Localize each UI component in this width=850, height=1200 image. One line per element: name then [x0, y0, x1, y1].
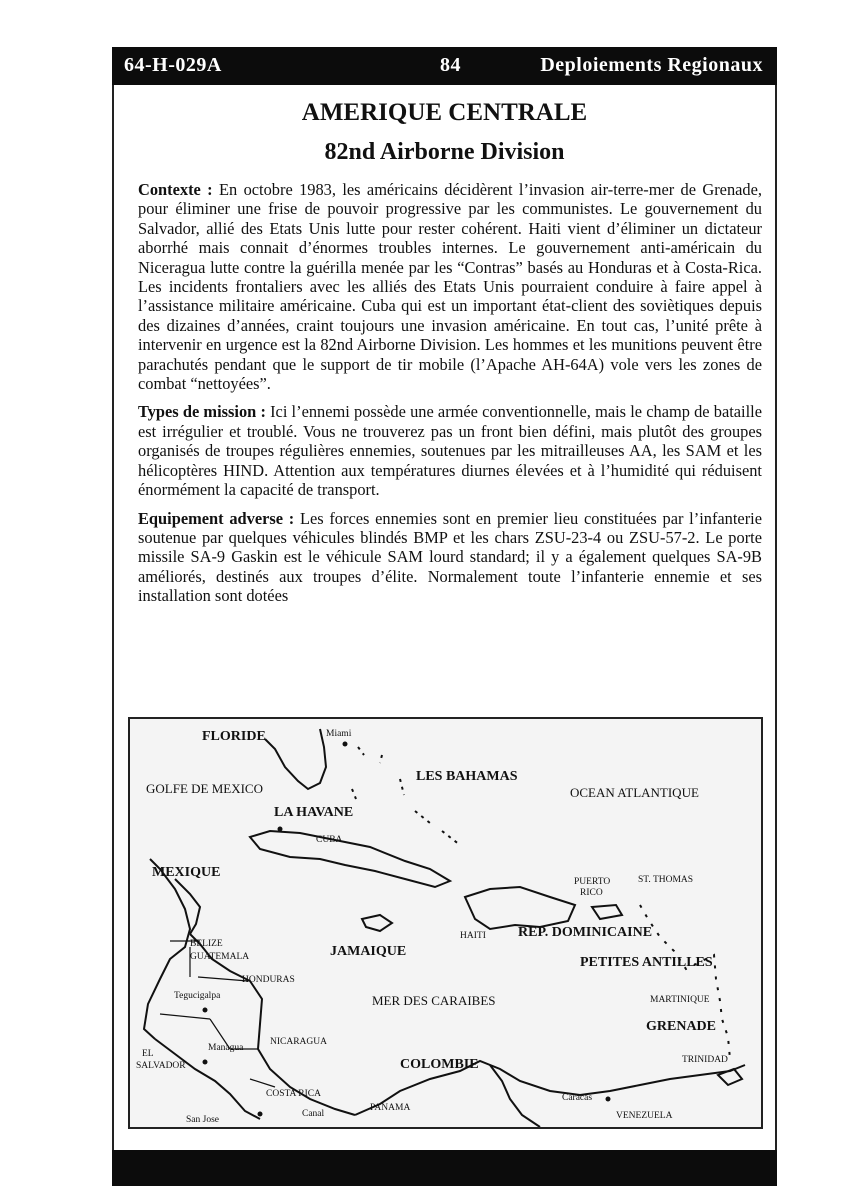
map-label-panama: PANAMA	[370, 1103, 411, 1113]
map-label-havane: LA HAVANE	[274, 805, 354, 820]
map-label-mer-caraibes: MER DES CARAIBES	[372, 993, 496, 1008]
paragraph-text: En octobre 1983, les américains décidèrent l’invasion air-terre-mer de Grenade, pour éliminer une frise de pouvoir progressive par les communistes. Le gouvernement du Salvador, allié des Etats Unis lutte pour rester cohérent. Haiti vient d’éliminer un dictateur aborrhé mais connait d’énormes troubles internes. Le gouvernement anti-américain du Niceragua lutte contre la guérilla menée par les “Contras” basés au Honduras et à Costa-Rica. Les incidents frontaliers avec les alliés des Etats Unis pourraient conduire à faire appel à l’assistance militaire américaine. Cuba qui est un important état-client des soviètiques depuis des dizaines d’années, craint toujours une invasion américaine. En tout cas, l’unité prête à intervenir en urgence est la 82nd Airborne Division. Les hommes et les munitions peuvent être parachutés pendant que le support de tir mobile (l’Apache AH-64A) vole vers les zones de combat “nettoyées”.	[138, 180, 762, 394]
page-header	[112, 47, 777, 85]
map-label-costa-rica: COSTA RICA	[266, 1089, 321, 1099]
caracas-dot	[606, 1097, 611, 1102]
map-label-mexique: MEXIQUE	[152, 865, 221, 880]
paragraph-mission	[138, 402, 762, 499]
map-label-nicaragua: NICARAGUA	[270, 1037, 327, 1047]
map-label-trinidad: TRINIDAD	[682, 1055, 728, 1065]
paragraph-text: Les forces ennemies sont en premier lieu constituées par l’infanterie soutenue par quelques véhicules blindés BMP et les chars ZSU-23-4 ou ZSU-57-2. Le porte missile SA-9 Gaskin est le véhicule SAM lourd standard; il y a également quelques SA-9B améliorés, destinés aux troupes d’élite. Normalement toute l’infanterie ennemie et ses installation sont dotées	[138, 508, 762, 606]
map-label-ocean: OCEAN ATLANTIQUE	[570, 785, 699, 800]
map-label-haiti: HAITI	[460, 931, 486, 941]
page-footer	[112, 1150, 777, 1186]
managua-dot	[203, 1060, 208, 1065]
map-label-puerto-rico-1: PUERTO	[574, 877, 611, 887]
map-label-floride: FLORIDE	[202, 729, 266, 744]
map-label-san-jose: San Jose	[186, 1115, 219, 1125]
map-label-grenade: GRENADE	[646, 1019, 717, 1034]
paragraph-contexte	[138, 180, 762, 393]
miami-dot	[343, 742, 348, 747]
paragraph-equipement	[138, 509, 762, 606]
paragraph-label: Types de mission :	[138, 402, 266, 422]
caribbean-map	[128, 717, 763, 1129]
section-title: Deploiements Regionaux	[540, 54, 763, 76]
map-label-canal: Canal	[302, 1109, 325, 1119]
venezuela-inner	[490, 1065, 540, 1127]
map-label-el-salvador-2: SALVADOR	[136, 1061, 186, 1071]
puerto-rico-coast	[592, 905, 622, 919]
map-label-bahamas: LES BAHAMAS	[416, 769, 518, 784]
paragraph-label: Equipement adverse :	[138, 508, 295, 528]
havana-dot	[278, 827, 283, 832]
map-label-martinique: MARTINIQUE	[650, 995, 710, 1005]
map-label-rep-dom: REP. DOMINICAINE	[518, 925, 653, 940]
paragraph-text: Ici l’ennemi possède une armée conventionnelle, mais le champ de bataille est irrégulier et troublé. Vous ne trouverez pas un front bien défini, mais plutôt des groupes organisés de troupes régulières ennemies, soutenues par les mitrailleuses AA, les SAM et les hélicoptères HIND. Attention aux températures diurnes élevées et à l’humidité qui réduisent énormément la capacité de transport.	[138, 402, 762, 500]
map-label-venezuela: VENEZUELA	[616, 1111, 673, 1121]
map-label-el-salvador-1: EL	[142, 1049, 154, 1059]
map-label-honduras: HONDURAS	[242, 975, 295, 985]
san-jose-dot	[258, 1112, 263, 1117]
cuba-coast	[250, 831, 450, 887]
map-label-jamaique: JAMAIQUE	[330, 944, 407, 959]
page-number: 84	[440, 54, 461, 76]
map-label-golfe: GOLFE DE MEXICO	[146, 781, 263, 796]
tegucigalpa-dot	[203, 1008, 208, 1013]
page-title: AMERIQUE CENTRALE	[301, 99, 588, 126]
bahamas-islands	[352, 747, 460, 845]
map-label-puerto-rico-2: RICO	[580, 888, 603, 898]
map-label-tegucigalpa: Tegucigalpa	[174, 991, 221, 1001]
lesser-antilles	[640, 905, 730, 1059]
map-label-petites-antilles: PETITES ANTILLES	[580, 955, 713, 970]
map-label-miami: Miami	[326, 729, 352, 739]
map-label-colombie: COLOMBIE	[400, 1057, 479, 1072]
paragraph-label: Contexte :	[138, 180, 213, 199]
map-label-caracas: Caracas	[562, 1093, 593, 1103]
page-subtitle: 82nd Airborne Division	[324, 139, 565, 165]
florida-coast	[265, 729, 326, 789]
map-label-cuba: CUBA	[316, 835, 343, 845]
map-label-belize: BELIZE	[190, 939, 223, 949]
map-label-managua: Managua	[208, 1043, 244, 1053]
document-code: 64-H-029A	[124, 54, 222, 76]
map-label-st-thomas: ST. THOMAS	[638, 875, 694, 885]
map-label-guatemala: GUATEMALA	[190, 952, 250, 962]
jamaica-coast	[362, 915, 392, 931]
hispaniola-coast	[465, 887, 575, 929]
yucatan-coast	[175, 879, 200, 934]
body-text	[138, 180, 762, 615]
